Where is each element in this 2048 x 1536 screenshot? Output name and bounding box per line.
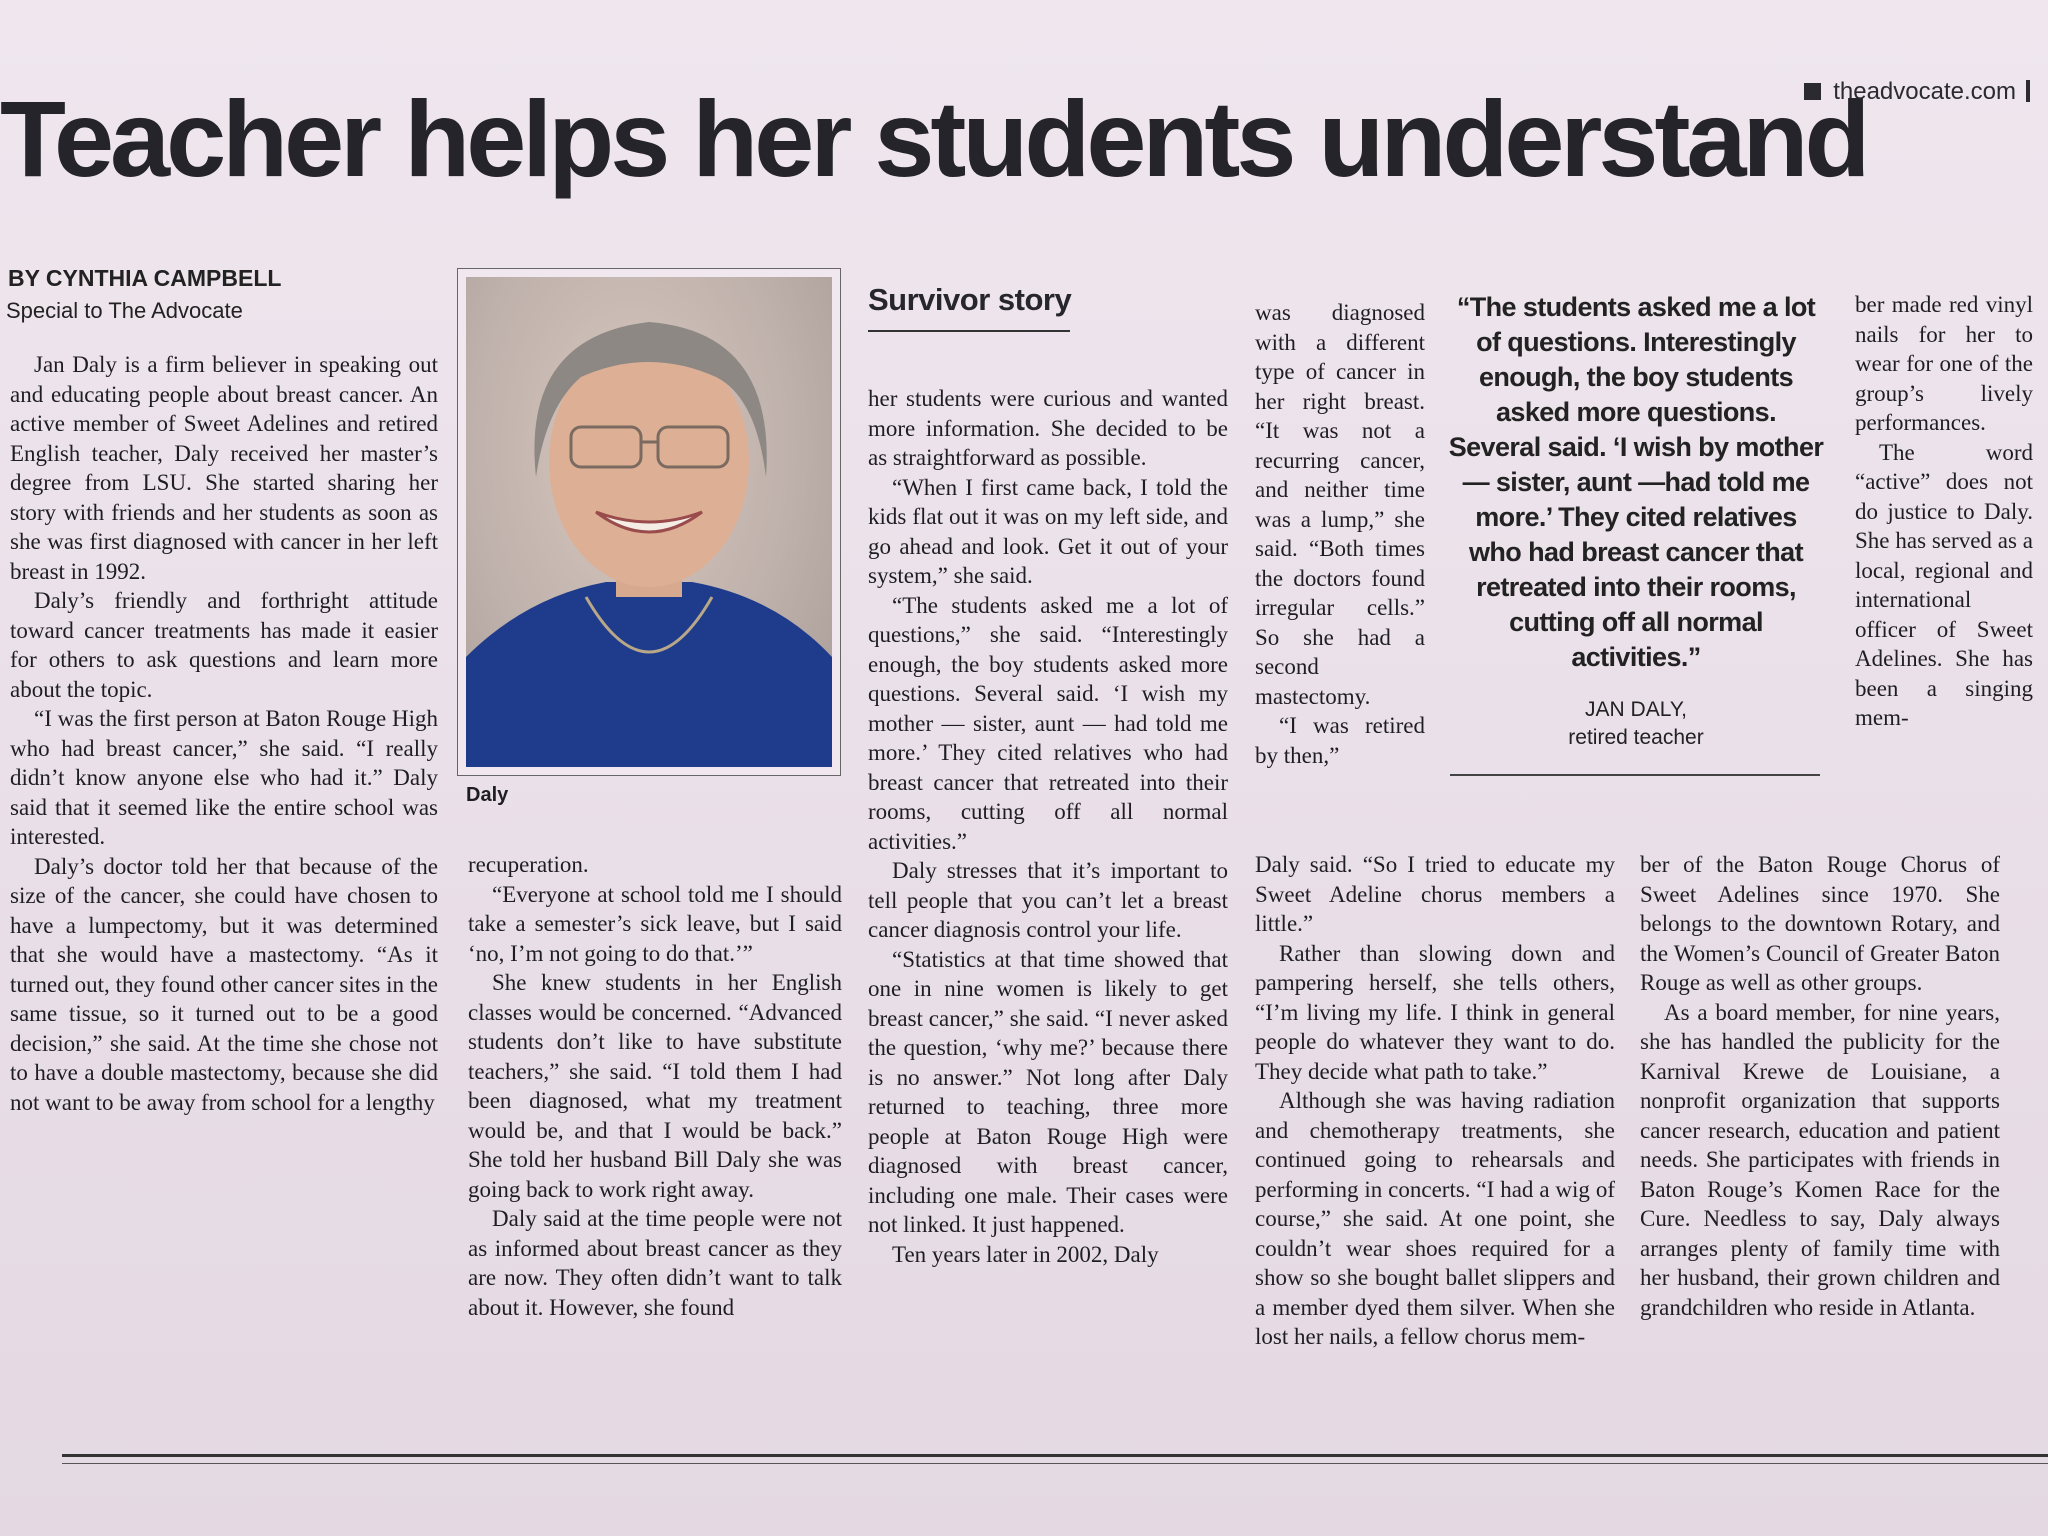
paragraph: Jan Daly is a firm believer in speaking out and educating people about breast cancer. An active member of Sweet Adelines and retired English teacher, Daly received her master’s degree from LSU. She started sharing her story with friends and her students as soon as she was first diagnosed with cancer in her left breast in 1992. [10,352,438,584]
paragraph: “Everyone at school told me I should take a semester’s sick leave, but I said ‘no, I’m not going to do that.’” [468,881,842,966]
byline-subtitle: Special to The Advocate [6,298,243,323]
pull-quote-name: JAN DALY, [1585,698,1687,721]
pull-quote-role: retired teacher [1568,726,1704,749]
paragraph: Daly stresses that it’s important to tell people that you can’t let a breast cancer diagnosis control your life. [868,858,1228,942]
paragraph: “Statistics at that time showed that one in nine women is likely to get breast cancer,” she said. “I never asked the question, ‘why me?’ because there is no answer.” Not long after Daly returned to teaching, three more people at Baton Rouge High were diagnosed with breast cancer, including one male. Their cases were not linked. It just happened. [868,946,1228,1237]
article-column-5-top [1855,290,2033,850]
article-column-2 [468,850,842,1450]
paragraph: “I was retired by then,” [1255,713,1425,768]
paragraph: was diagnosed with a different type of cancer in her right breast. “It was not a recurring cancer, and neither time was a lump,” she said. “Both times the doctors found irregular cells.” So she had a second mastectomy. [1255,300,1425,709]
paragraph: The word “active” does not do justice to Daly. She has served as a local, regional and international officer of Sweet Adelines. She has been a singing mem- [1855,439,2033,730]
article-column-4-bottom [1255,850,1615,1450]
paragraph: recuperation. [468,852,589,877]
portrait-photo [466,277,832,767]
section-heading: Survivor story [868,282,1072,317]
paragraph: Daly said. “So I tried to educate my Sweet Adeline chorus members a little.” [1255,852,1615,936]
paragraph: As a board member, for nine years, she has handled the publicity for the Karnival Krewe de Louisiane, a nonprofit organization that supports cancer research, education and patient needs. She participates with friends in Baton Rouge’s Komen Race for the Cure. Needless to say, Daly always arranges plenty of family time with her husband, their grown children and grandchildren who reside in Atlanta. [1640,999,2000,1320]
paragraph: ber made red vinyl nails for her to wear for one of the group’s lively performances. [1855,292,2033,435]
photo-frame [457,268,841,776]
paragraph: her students were curious and wanted more information. She decided to be as straightforward as possible. [868,386,1228,470]
paragraph: “The students asked me a lot of questions,” she said. “Interestingly enough, the boy students asked more questions. Several said. ‘I wish my mother — sister, aunt — had told me more.’ They cited relatives who had breast cancer that retreated into their rooms, cutting off all normal activities.” [868,592,1228,854]
paragraph: “When I first came back, I told the kids flat out it was on my left side, and go ahead and look. Get it out of your system,” she said. [868,474,1228,588]
pull-quote-attribution [1448,696,1824,752]
paragraph: Daly’s friendly and forthright attitude toward cancer treatments has made it easier for others to ask questions and learn more about the topic. [10,588,438,702]
byline: BY CYNTHIA CAMPBELL [8,265,282,291]
paragraph: She knew students in her English classes would be concerned. “Advanced students don’t like to have substitute teachers,” she said. “I told them I had been diagnosed, what my treatment would be, and that I would be back.” She told her husband Bill Daly she was going back to work right away. [468,970,842,1202]
pull-quote: “The students asked me a lot of questions. Interestingly enough, the boy students asked more questions. Several said. ‘I wish by mother — sister, aunt —had told me more.’ They cited relatives who had breast cancer that retreated into their rooms, cutting off all normal activities.” [1448,292,1824,672]
paragraph: ber of the Baton Rouge Chorus of Sweet Adelines since 1970. She belongs to the downtown Rotary, and the Women’s Council of Greater Baton Rouge as well as other groups. [1640,852,2000,995]
bottom-rule-thin [62,1463,2048,1464]
article-column-1 [10,350,438,1450]
site-url: theadvocate.com [1833,78,2016,105]
section-rule [868,330,1070,332]
article-column-4-top [1255,298,1425,838]
photo-caption: Daly [466,784,509,806]
portrait-illustration [466,277,832,767]
paragraph: Rather than slowing down and pampering herself, she tells others, “I’m living my life. I think in general people do whatever they want to do. They decide what path to take.” [1255,940,1615,1084]
article-column-3 [868,384,1228,1430]
bottom-rule [62,1454,2048,1457]
paragraph: Daly said at the time people were not as informed about breast cancer as they are now. They often didn’t want to talk about it. However, she found [468,1206,842,1320]
paragraph: Daly’s doctor told her that because of the size of the cancer, she could have chosen to have a lumpectomy, but it was determined that she would have a mastectomy. “As it turned out, they found other cancer sites in the same tissue, so it turned out to be a good decision,” she said. At the time she chose not to have a double mastectomy, because she did not want to be away from school for a lengthy [10,853,438,1115]
article-column-5-bottom [1640,850,2000,1430]
headline: Teacher helps her students understand [0,78,1867,199]
paragraph: Although she was having radiation and chemotherapy treatments, she continued going to rehearsals and performing in concerts. “I had a wig of course,” she said. At one point, she couldn’t wear shoes required for a show so she bought ballet slippers and a member dyed them silver. When she lost her nails, a fellow chorus mem- [1255,1088,1615,1349]
paragraph: “I was the first person at Baton Rouge High who had breast cancer,” she said. “I really didn’t know anyone else who had it.” Daly said that it seemed like the entire school was interested. [10,706,438,849]
paragraph: Ten years later in 2002, Daly [892,1241,1159,1267]
pull-quote-rule [1450,774,1820,776]
